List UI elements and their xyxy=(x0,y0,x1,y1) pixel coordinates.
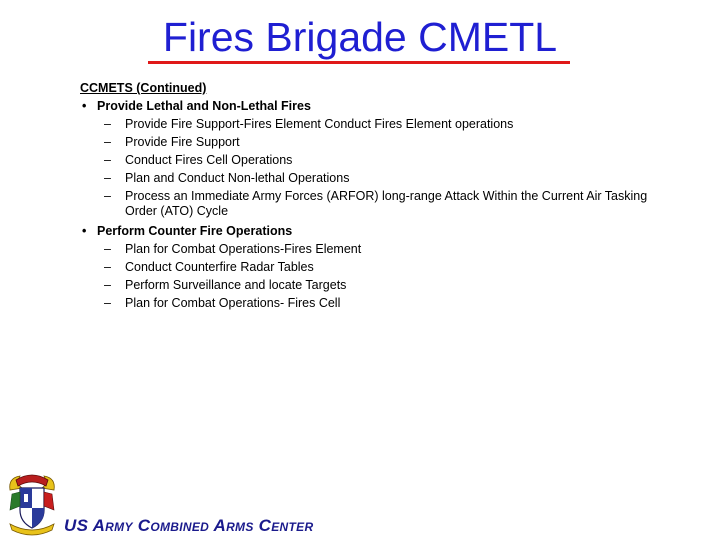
bullet-label: Provide Lethal and Non-Lethal Fires xyxy=(97,99,311,113)
dash-icon: – xyxy=(104,296,111,310)
bullet-label: Perform Counter Fire Operations xyxy=(97,224,293,238)
list-item: – Provide Fire Support-Fires Element Conduct Fires Element operations xyxy=(104,117,514,131)
list-item: – Plan for Combat Operations-Fires Element xyxy=(104,242,362,256)
army-crest-icon xyxy=(6,470,58,536)
dash-icon: – xyxy=(104,135,111,149)
list-item: – Process an Immediate Army Forces (ARFOR) long-range Attack Within the Current Air Tasking Order (ATO) Cycle xyxy=(104,189,648,218)
list-item: – Conduct Fires Cell Operations xyxy=(104,153,293,167)
dash-icon: – xyxy=(104,278,111,292)
dash-icon: – xyxy=(104,242,111,256)
list-item: – Provide Fire Support xyxy=(104,135,240,149)
dash-icon: – xyxy=(104,260,111,274)
org-name: US Army Combined Arms Center xyxy=(64,516,314,535)
list-item: – Conduct Counterfire Radar Tables xyxy=(104,260,314,274)
slide-content xyxy=(80,81,680,314)
slide-title: Fires Brigade CMETL xyxy=(162,14,558,60)
bullet-icon: • xyxy=(82,99,87,113)
list-item: – Perform Surveillance and locate Targets xyxy=(104,278,347,292)
section-heading: CCMETS (Continued) xyxy=(80,81,207,95)
dash-icon: – xyxy=(104,189,111,203)
list-item: – Plan and Conduct Non-lethal Operations xyxy=(104,171,350,185)
bullet-icon: • xyxy=(82,224,87,238)
bullet-group-lethal-fires xyxy=(80,99,680,114)
list-item: – Plan for Combat Operations- Fires Cell xyxy=(104,296,341,310)
dash-icon: – xyxy=(104,153,111,167)
title-underline xyxy=(148,61,570,64)
bullet-group-counter-fire xyxy=(80,224,680,239)
dash-icon: – xyxy=(104,117,111,131)
dash-icon: – xyxy=(104,171,111,185)
